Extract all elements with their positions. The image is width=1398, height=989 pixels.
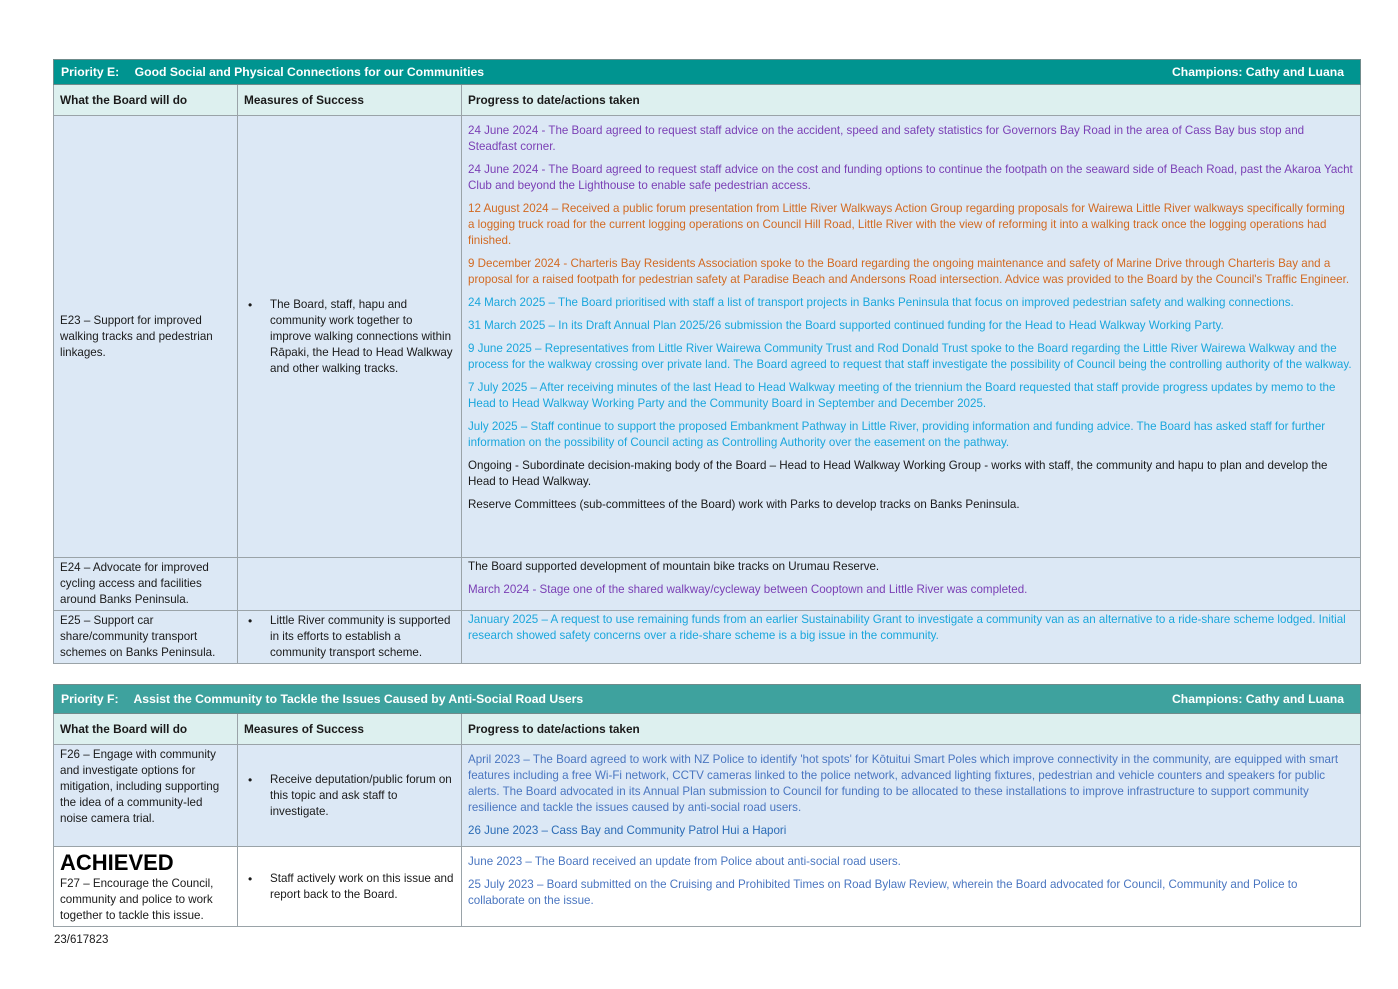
document-reference: 23/617823 bbox=[54, 934, 109, 946]
what-board-will-do: F26 – Engage with community and investigate options for mitigation, including supporting the idea of a community-led noise camera trial. bbox=[60, 748, 220, 825]
progress-item: 12 August 2024 – Received a public forum presentation from Little River Walkways Action Group regarding proposals for Wairewa Little River walkways specifically forming a logging truck road for the current logging operations on Council Hill Road, Little River with the view of reforming it into a walking track once the logging operations had finished. bbox=[468, 202, 1345, 247]
measure-of-success bbox=[238, 869, 461, 905]
what-board-will-do: E24 – Advocate for improved cycling access and facilities around Banks Peninsula. bbox=[60, 561, 209, 606]
progress-item: The Board supported development of mountain bike tracks on Urumau Reserve. bbox=[468, 560, 880, 573]
progress-item: March 2024 - Stage one of the shared walkway/cycleway between Cooptown and Little River was completed. bbox=[468, 583, 1028, 596]
progress-item: April 2023 – The Board agreed to work with NZ Police to identify 'hot spots' for Kōtuitui Smart Poles which improve connectivity in the community, are equipped with smart features including a free Wi-Fi network, CCTV cameras linked to the police network, advanced lighting fixtures, pedestrian and vehicle counters and speakers for public alerts. The Board advocated in its Annual Plan submission to Council for funding to be allocated to these installations to improve infrastructure to support community resilience and tackle the issues caused by anti-social road users. bbox=[468, 753, 1339, 814]
what-board-will-do: E23 – Support for improved walking tracks and pedestrian linkages. bbox=[60, 313, 213, 359]
progress-item: Reserve Committees (sub-committees of the Board) work with Parks to develop tracks on Banks Peninsula. bbox=[468, 498, 1020, 511]
progress-item: 9 December 2024 - Charteris Bay Residents Association spoke to the Board regarding the ongoing maintenance and safety of Marine Drive through Charteris Bay and a proposal for a raised footpath for pedestrian safety at Paradise Beach and Andersons Road intersection. Advice was provided to the Board by the Council's Traffic Engineer. bbox=[468, 257, 1350, 286]
progress-item: Ongoing - Subordinate decision-making body of the Board – Head to Head Walkway Working Group - works with staff, the community and hapu to plan and develop the Head to Head Walkway. bbox=[468, 459, 1328, 488]
column-header-row bbox=[54, 85, 1361, 116]
progress-item: June 2023 – The Board received an update from Police about anti-social road users. bbox=[468, 855, 901, 868]
bullet-icon: • bbox=[248, 772, 253, 787]
progress-item: 24 June 2024 - The Board agreed to request staff advice on the accident, speed and safety statistics for Governors Bay Road in the area of Cass Bay bus stop and Steadfast corner. bbox=[468, 124, 1305, 153]
progress-list bbox=[462, 116, 1360, 513]
priority-e-table bbox=[53, 59, 1361, 664]
table-row-e25 bbox=[54, 611, 1361, 664]
what-board-will-do: F27 – Encourage the Council, community and police to work together to tackle this issue. bbox=[60, 877, 214, 922]
bullet-icon: • bbox=[248, 297, 253, 312]
priority-title: Good Social and Physical Connections for our Communities bbox=[134, 65, 485, 79]
progress-item: 7 July 2025 – After receiving minutes of the last Head to Head Walkway meeting of the triennium the Board requested that staff provide progress updates by memo to the Head to Head Walkway Working Party and the Community Board in September and December 2025. bbox=[468, 381, 1336, 410]
progress-item: 26 June 2023 – Cass Bay and Community Patrol Hui a Hapori bbox=[468, 824, 787, 837]
measure-of-success bbox=[238, 770, 461, 822]
progress-list bbox=[462, 558, 1360, 598]
column-header-measures: Measures of Success bbox=[238, 714, 462, 745]
priority-f-title bbox=[61, 692, 583, 706]
progress-list bbox=[462, 745, 1360, 839]
priority-f-title-row bbox=[54, 685, 1361, 714]
progress-item: July 2025 – Staff continue to support the proposed Embankment Pathway in Little River, providing information and funding advice. The Board has asked staff for further information on the possibility of Council acting as Controlling Authority over the easement on the pathway. bbox=[468, 420, 1326, 449]
priority-f-table bbox=[53, 684, 1361, 927]
priority-title: Assist the Community to Tackle the Issues Caused by Anti-Social Road Users bbox=[133, 692, 584, 706]
progress-list bbox=[462, 847, 1360, 909]
priority-e-title-row bbox=[54, 60, 1361, 85]
bullet-icon: • bbox=[248, 871, 253, 886]
achieved-status-badge: ACHIEVED bbox=[60, 850, 174, 875]
column-header-what: What the Board will do bbox=[54, 85, 238, 116]
table-row-e23 bbox=[54, 116, 1361, 558]
progress-item: 31 March 2025 – In its Draft Annual Plan 2025/26 submission the Board supported continued funding for the Head to Head Walkway Working Party. bbox=[468, 319, 1224, 332]
champions-label: Champions: Cathy and Luana bbox=[1172, 692, 1344, 706]
column-header-measures: Measures of Success bbox=[238, 85, 462, 116]
measure-of-success bbox=[238, 611, 461, 663]
column-header-progress: Progress to date/actions taken bbox=[462, 85, 1361, 116]
what-board-will-do-cell bbox=[54, 847, 237, 926]
measure-text: Little River community is supported in its efforts to establish a community transport scheme. bbox=[270, 614, 451, 659]
column-header-row bbox=[54, 714, 1361, 745]
bullet-icon: • bbox=[248, 614, 253, 628]
what-board-will-do: E25 – Support car share/community transport schemes on Banks Peninsula. bbox=[60, 614, 216, 659]
column-header-what: What the Board will do bbox=[54, 714, 238, 745]
priority-label: Priority E: bbox=[61, 65, 120, 79]
measure-text: Receive deputation/public forum on this topic and ask staff to investigate. bbox=[270, 772, 452, 818]
progress-item: 24 March 2025 – The Board prioritised with staff a list of transport projects in Banks Peninsula that focus on improved pedestrian safety and walking connections. bbox=[468, 296, 1294, 309]
measure-of-success bbox=[238, 295, 461, 379]
table-row-f26 bbox=[54, 745, 1361, 847]
progress-list bbox=[462, 611, 1360, 644]
champions-label: Champions: Cathy and Luana bbox=[1172, 65, 1344, 79]
table-row-e24 bbox=[54, 558, 1361, 611]
measure-text: Staff actively work on this issue and report back to the Board. bbox=[270, 871, 454, 901]
measure-of-success bbox=[238, 558, 461, 562]
progress-item: 25 July 2023 – Board submitted on the Cruising and Prohibited Times on Road Bylaw Review, wherein the Board advocated for Council, Community and Police to collaborate on the issue. bbox=[468, 878, 1298, 907]
column-header-progress: Progress to date/actions taken bbox=[462, 714, 1361, 745]
progress-item: January 2025 – A request to use remaining funds from an earlier Sustainability Grant to investigate a community van as an alternative to a ride-share scheme lodged. Initial research showed safety concerns over a ride-share scheme is a big issue in the community. bbox=[468, 613, 1346, 642]
measure-text: The Board, staff, hapu and community work together to improve walking connections within Rāpaki, the Head to Head Walkway and other walking tracks. bbox=[270, 297, 453, 375]
priority-e-title bbox=[61, 65, 484, 79]
table-row-f27 bbox=[54, 847, 1361, 927]
priority-label: Priority F: bbox=[61, 692, 119, 706]
progress-item: 9 June 2025 – Representatives from Little River Wairewa Community Trust and Rod Donald Trust spoke to the Board regarding the Little River Wairewa Walkway and the process for the walkway crossing over private land. The Board agreed to request that staff investigate the possibility of Council being the controlling authority of the walkway. bbox=[468, 342, 1352, 371]
progress-item: 24 June 2024 - The Board agreed to request staff advice on the cost and funding options to continue the footpath on the seaward side of Beach Road, past the Akaroa Yacht Club and beyond the Lighthouse to enable safe pedestrian access. bbox=[468, 163, 1353, 192]
